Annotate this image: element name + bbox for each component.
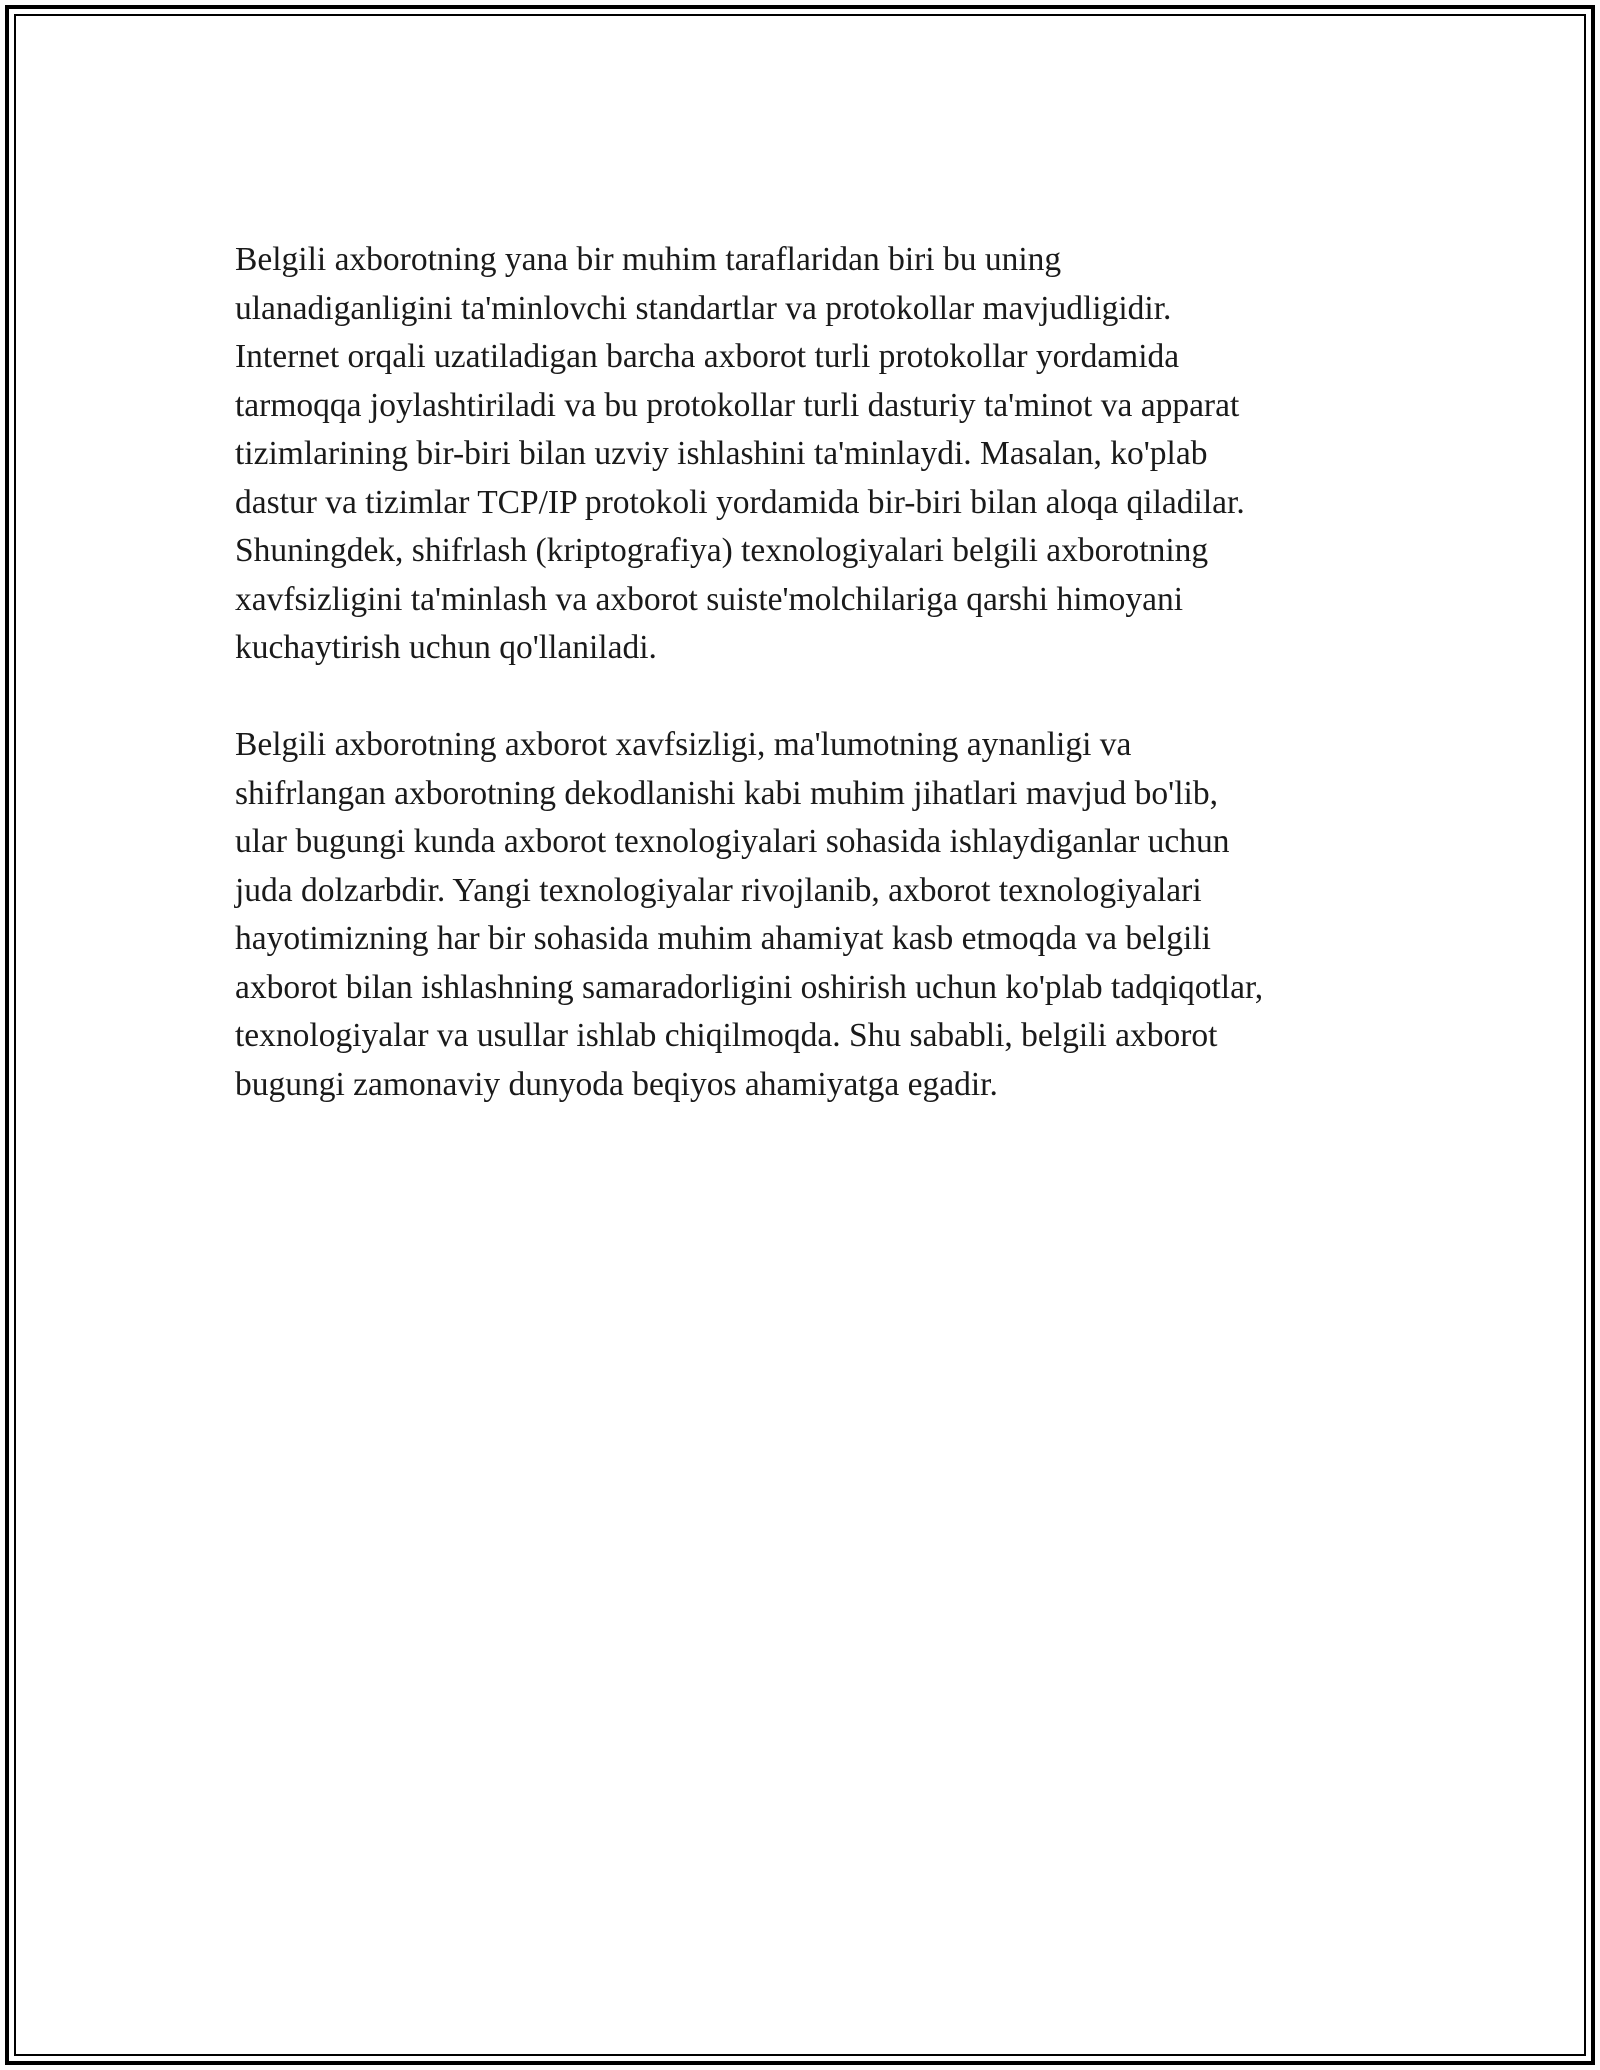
text-line: juda dolzarbdir. Yangi texnologiyalar rivojlanib, axborot texnologiyalari [235, 871, 1202, 909]
text-line: dastur va tizimlar TCP/IP protokoli yordamida bir-biri bilan aloqa qiladilar. [235, 483, 1245, 521]
paragraph-1 [235, 236, 1365, 673]
text-line: xavfsizligini ta'minlash va axborot suiste'molchilariga qarshi himoyani [235, 580, 1184, 618]
text-line: tarmoqqa joylashtiriladi va bu protokollar turli dasturiy ta'minot va apparat [235, 386, 1240, 424]
text-line: kuchaytirish uchun qo'llaniladi. [235, 629, 657, 666]
text-line: texnologiyalar va usullar ishlab chiqilmoqda. Shu sababli, belgili axborot [235, 1017, 1218, 1054]
text-line: Belgili axborotning yana bir muhim taraflaridan biri bu uning [235, 241, 1062, 278]
document-body [235, 236, 1365, 1158]
text-line: tizimlarining bir-biri bilan uzviy ishlashini ta'minlaydi. Masalan, ko'plab [235, 435, 1208, 472]
text-line: hayotimizning har bir sohasida muhim ahamiyat kasb etmoqda va belgili [235, 920, 1211, 957]
text-line: Internet orqali uzatiladigan barcha axborot turli protokollar yordamida [235, 338, 1180, 375]
text-line: ular bugungi kunda axborot texnologiyalari sohasida ishlaydiganlar uchun [235, 823, 1230, 860]
text-line: shifrlangan axborotning dekodlanishi kabi muhim jihatlari mavjud bo'lib, [235, 774, 1218, 812]
text-line: Belgili axborotning axborot xavfsizligi, ma'lumotning aynanligi va [235, 726, 1132, 763]
text-line: Shuningdek, shifrlash (kriptografiya) texnologiyalari belgili axborotning [235, 532, 1209, 569]
paragraph-2 [235, 721, 1365, 1109]
text-line: ulanadiganligini ta'minlovchi standartlar va protokollar mavjudligidir. [235, 289, 1172, 327]
text-line: bugungi zamonaviy dunyoda beqiyos ahamiyatga egadir. [235, 1065, 998, 1103]
text-line: axborot bilan ishlashning samaradorligini oshirish uchun ko'plab tadqiqotlar, [235, 968, 1264, 1006]
